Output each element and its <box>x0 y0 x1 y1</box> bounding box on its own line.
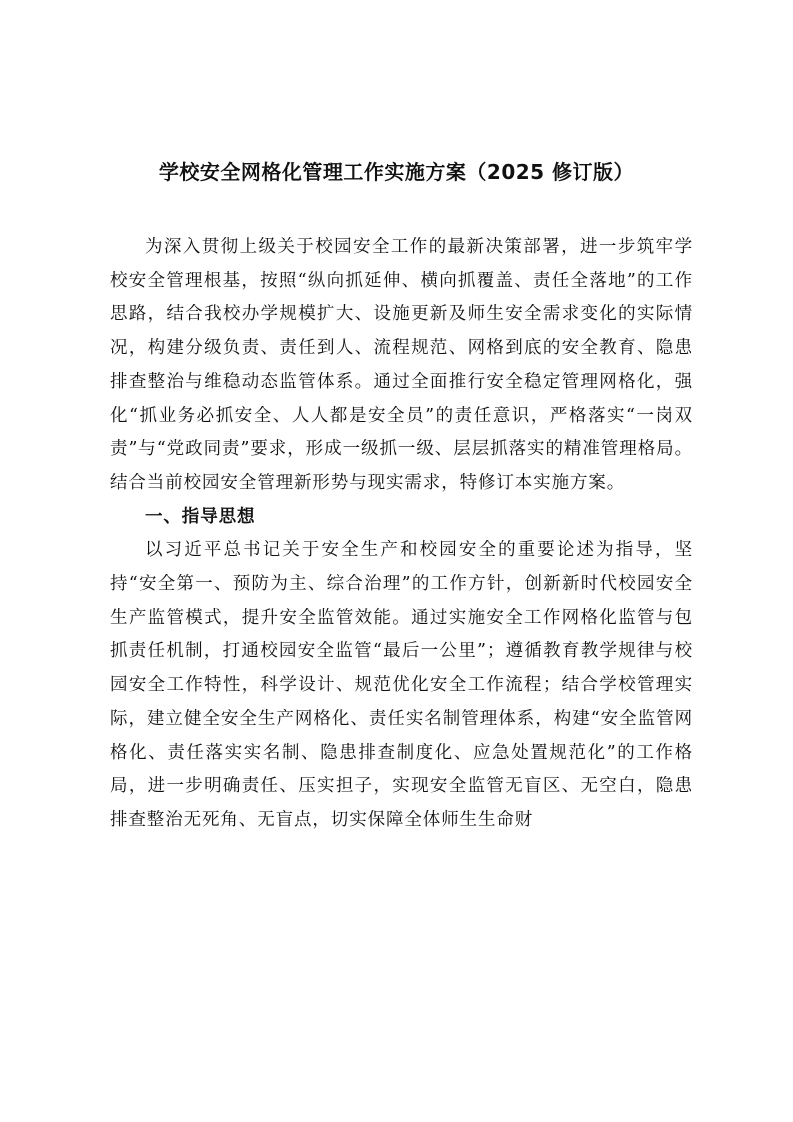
document-title: 学校安全网格化管理工作实施方案（2025 修订版） <box>158 160 635 184</box>
guiding-ideology-paragraph: 以习近平总书记关于安全生产和校园安全的重要论述为指导，坚持“安全第一、预防为主、综合治理”的工作方针，创新新时代校园安全生产监管模式，提升安全监管效能。通过实施安全工作网格化监管与包抓责任机制，打通校园安全监管“最后一公里”；遵循教育教学规律与校园安全工作特性，科学设计、规范优化安全工作流程；结合学校管理实际，建立健全安全生产网格化、责任实名制管理体系，构建“安全监管网格化、责任落实实名制、隐患排查制度化、应急处置规范化”的工作格局，进一步明确责任、压实担子，实现安全监管无盲区、无空白，隐患排查整治无死角、无盲点，切实保障全体师生生命财 <box>110 540 693 830</box>
document-body <box>110 231 693 838</box>
intro-paragraph: 为深入贯彻上级关于校园安全工作的最新决策部署，进一步筑牢学校安全管理根基，按照“纵向抓延伸、横向抓覆盖、责任全落地”的工作思路，结合我校办学规模扩大、设施更新及师生安全需求变化的实际情况，构建分级负责、责任到人、流程规范、网格到底的安全教育、隐患排查整治与维稳动态监管体系。通过全面推行安全稳定管理网格化，强化“抓业务必抓安全、人人都是安全员”的责任意识，严格落实“一岗双责”与“党政同责”要求，形成一级抓一级、层层抓落实的精准管理格局。结合当前校园安全管理新形势与现实需求，特修订本实施方案。 <box>110 237 693 493</box>
section-heading-guiding-ideology: 一、指导思想 <box>145 506 256 527</box>
